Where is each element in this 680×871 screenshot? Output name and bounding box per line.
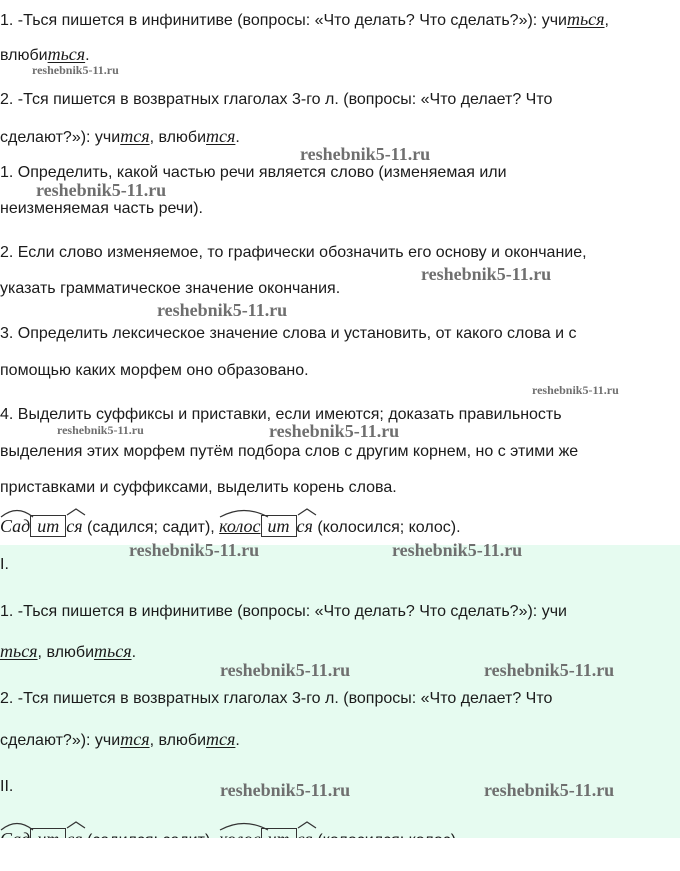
watermark: reshebnik5-11.ru xyxy=(32,63,119,77)
watermark: reshebnik5-11.ru xyxy=(484,660,615,680)
suffix-tsya-example: тся xyxy=(120,126,150,146)
watermark: reshebnik5-11.ru xyxy=(300,144,431,164)
rule-2-line-1: 2. -Тся пишется в возвратных глаголах 3-го л. (вопросы: «Что делает? Что xyxy=(0,690,553,707)
step-2-line-2: указать грамматическое значение окончания. xyxy=(0,280,341,297)
step-1-line-2: неизменяемая часть речи). xyxy=(0,200,203,217)
watermark: reshebnik5-11.ru xyxy=(484,780,615,800)
step-4-line-1: 4. Выделить суффиксы и приставки, если имеются; доказать правильность xyxy=(0,406,562,423)
watermark: reshebnik5-11.ru xyxy=(392,540,523,560)
suffix-tsya-example: тся xyxy=(206,729,236,749)
suffix-tsya-example: ться xyxy=(94,641,132,661)
root-arc-icon xyxy=(0,821,34,831)
bottom-margin xyxy=(0,838,680,871)
watermark: reshebnik5-11.ru xyxy=(220,780,351,800)
watermark: reshebnik5-11.ru xyxy=(36,180,167,200)
watermark: reshebnik5-11.ru xyxy=(421,264,552,284)
rule-1-line-1: 1. -Ться пишется в инфинитиве (вопросы: «Что делать? Что сделать?»): учиться, xyxy=(0,9,609,29)
rule-2-line-2: сделают?»): учится, влюбится. xyxy=(0,729,240,749)
root-word: колос xyxy=(219,516,260,537)
step-1-line-1: 1. Определить, какой частью речи является слово (изменяемая или xyxy=(0,164,507,181)
watermark: reshebnik5-11.ru xyxy=(129,540,260,560)
rule-2-line-2: сделают?»): учится, влюбится. xyxy=(0,126,240,146)
word-note: (садился; садит), xyxy=(87,519,215,536)
suffix-tsya-example: ться xyxy=(566,9,605,29)
suffix-box: ит xyxy=(30,515,66,537)
section-heading-i: I. xyxy=(0,556,9,573)
step-3-line-2: помощью каких морфем оно образовано. xyxy=(0,362,309,379)
postfix-hat-icon xyxy=(297,506,317,516)
ending-postfix: ся xyxy=(297,514,313,537)
root-arc-icon xyxy=(219,821,269,831)
step-2-line-1: 2. Если слово изменяемое, то графически обозначить его основу и окончание, xyxy=(0,244,587,261)
suffix-tsya-example: ться xyxy=(0,641,38,661)
suffix-box: ит xyxy=(261,515,297,537)
root-arc-icon xyxy=(219,508,269,518)
root-word: Сад xyxy=(0,516,30,537)
section-heading-ii: II. xyxy=(0,778,14,795)
rule-1-line-2: ться, влюбиться. xyxy=(0,641,137,661)
watermark: reshebnik5-11.ru xyxy=(269,421,400,441)
watermark: reshebnik5-11.ru xyxy=(57,423,144,437)
step-4-line-3: приставками и суффиксами, выделить корень слова. xyxy=(0,479,397,496)
rule-1-line-2: влюбиться. xyxy=(0,44,90,64)
postfix-hat-icon xyxy=(66,819,86,829)
suffix-tsya-example: тся xyxy=(120,729,150,749)
root-arc-icon xyxy=(0,508,34,518)
watermark: reshebnik5-11.ru xyxy=(157,300,288,320)
suffix-tsya-example: ться xyxy=(47,44,86,64)
ending-postfix: ся xyxy=(66,514,82,537)
watermark: reshebnik5-11.ru xyxy=(532,383,619,397)
postfix-hat-icon xyxy=(66,506,86,516)
word-note: (колосился; колос). xyxy=(317,519,461,536)
watermark: reshebnik5-11.ru xyxy=(220,660,351,680)
step-4-line-2: выделения этих морфем путём подбора слов с другим корнем, но с этими же xyxy=(0,443,579,460)
rule-2-line-1: 2. -Тся пишется в возвратных глаголах 3-го л. (вопросы: «Что делает? Что xyxy=(0,91,553,108)
step-3-line-1: 3. Определить лексическое значение слова и установить, от какого слова и с xyxy=(0,325,577,342)
postfix-hat-icon xyxy=(297,819,317,829)
rule-1-line-1: 1. -Ться пишется в инфинитиве (вопросы: «Что делать? Что сделать?»): учи xyxy=(0,603,567,620)
suffix-tsya-example: тся xyxy=(206,126,236,146)
